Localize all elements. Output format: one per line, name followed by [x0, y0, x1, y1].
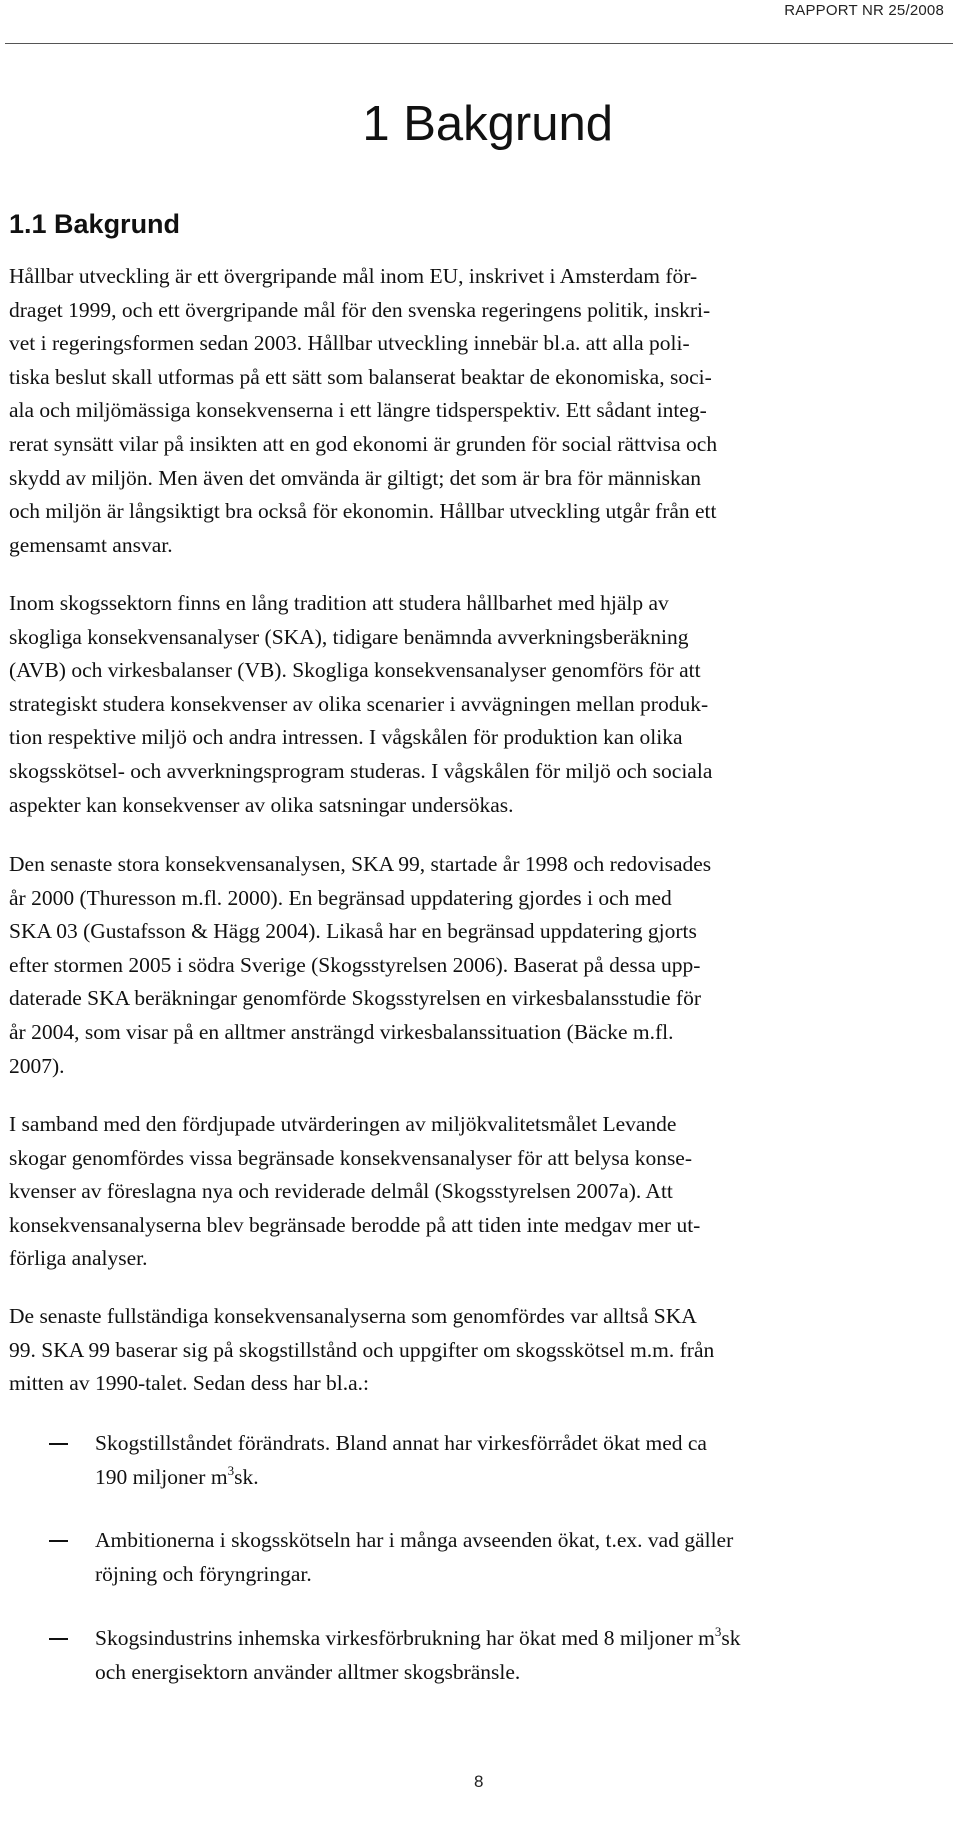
bullet-text — [95, 1524, 733, 1591]
text-line: Ambitionerna i skogsskötseln har i många avseenden ökat, t.ex. vad gäller — [95, 1528, 734, 1552]
text-line: år 2004, som visar på en alltmer ansträngd virkesbalanssituation (Bäcke m.fl. — [9, 1019, 674, 1044]
text-line: skogliga konsekvensanalyser (SKA), tidigare benämnda avverkningsberäkning — [9, 624, 689, 649]
text-line — [95, 1461, 707, 1495]
dash-bullet-icon — [49, 1540, 68, 1542]
text-line: förliga analyser. — [9, 1246, 148, 1271]
text-line: tion respektive miljö och andra intressen. I vågskålen för produktion kan olika — [9, 725, 683, 750]
text-line: SKA 03 (Gustafsson & Hägg 2004). Likaså har en begränsad uppdatering gjorts — [9, 919, 697, 944]
text-line: 2007). — [9, 1053, 65, 1078]
text-line: röjning och föryngringar. — [95, 1561, 312, 1586]
section-heading: 1.1 Bakgrund — [9, 209, 181, 239]
text-line: strategiskt studera konsekvenser av olika scenarier i avvägningen mellan produk- — [9, 691, 709, 716]
text-line: rerat synsätt vilar på insikten att en god ekonomi är grunden för social rättvisa och — [9, 431, 718, 456]
text-line: aspekter kan konsekvenser av olika satsningar undersökas. — [9, 792, 514, 817]
text-line: vet i regeringsformen sedan 2003. Hållbar utveckling innebär bl.a. att alla poli- — [9, 331, 690, 356]
bullet-text — [95, 1622, 740, 1689]
paragraph-sustainable-development — [9, 260, 949, 562]
paragraph-forest-sector — [9, 587, 949, 822]
dash-bullet-icon — [49, 1443, 68, 1445]
text-line: år 2000 (Thuresson m.fl. 2000). En begränsad uppdatering gjordes i och med — [9, 885, 672, 910]
text-line — [95, 1622, 740, 1656]
text-line: De senaste fullständiga konsekvensanalyserna som genomfördes var alltså SKA — [9, 1304, 697, 1328]
text-line: skogsskötsel- och avverkningsprogram studeras. I vågskålen för miljö och sociala — [9, 758, 713, 783]
text-line: 99. SKA 99 baserar sig på skogstillstånd och uppgifter om skogsskötsel m.m. från — [9, 1337, 715, 1362]
text-line: tiska beslut skall utformas på ett sätt som balanserat beaktar de ekonomiska, soci- — [9, 364, 712, 389]
chapter-title: 1 Bakgrund — [362, 97, 613, 151]
text-line: mitten av 1990-talet. Sedan dess har bl.a.: — [9, 1371, 370, 1396]
paragraph-levande-skogar — [9, 1108, 949, 1276]
superscript: 3 — [714, 1624, 722, 1639]
header-divider — [5, 43, 953, 44]
paragraph-ska-99 — [9, 848, 949, 1083]
bullet-text — [95, 1427, 707, 1494]
text-line: Hållbar utveckling är ett övergripande mål inom EU, inskrivet i Amsterdam för- — [9, 264, 698, 288]
text-fragment: sk — [721, 1626, 741, 1650]
text-line: Skogstillståndet förändrats. Bland annat har virkesförrådet ökat med ca — [95, 1431, 707, 1455]
text-fragment: Skogsindustrins inhemska virkesförbrukning har ökat med 8 miljoner m — [95, 1626, 715, 1650]
text-line: skydd av miljön. Men även det omvända är giltigt; det som är bra för människan — [9, 465, 702, 490]
text-line: (AVB) och virkesbalanser (VB). Skogliga konsekvensanalyser genomförs för att — [9, 658, 701, 683]
text-line: konsekvensanalyserna blev begränsade berodde på att tiden inte medgav mer ut- — [9, 1212, 701, 1237]
text-line: och energisektorn använder alltmer skogsbränsle. — [95, 1659, 521, 1684]
text-line: Den senaste stora konsekvensanalysen, SKA 99, startade år 1998 och redovisades — [9, 852, 712, 876]
text-fragment: sk. — [234, 1464, 259, 1489]
superscript: 3 — [227, 1462, 235, 1478]
text-line: draget 1999, och ett övergripande mål för den svenska regeringens politik, inskri- — [9, 297, 711, 322]
text-line: efter stormen 2005 i södra Sverige (Skogsstyrelsen 2006). Baserat på dessa upp- — [9, 952, 701, 977]
page-number: 8 — [474, 1772, 484, 1791]
text-line: Inom skogssektorn finns en lång tradition att studera hållbarhet med hjälp av — [9, 591, 669, 615]
text-line: kvenser av föreslagna nya och reviderade delmål (Skogsstyrelsen 2007a). Att — [9, 1179, 673, 1204]
text-line: skogar genomfördes vissa begränsade konsekvensanalyser för att belysa konse- — [9, 1145, 693, 1170]
text-line: I samband med den fördjupade utvärderingen av miljökvalitetsmålet Levande — [9, 1112, 677, 1136]
text-line: ala och miljömässiga konsekvenserna i ett längre tidsperspektiv. Ett sådant integ- — [9, 398, 707, 423]
text-fragment: 190 miljoner m — [95, 1464, 228, 1489]
text-line: gemensamt ansvar. — [9, 532, 173, 557]
paragraph-latest-analyses — [9, 1300, 949, 1401]
text-line: daterade SKA beräkningar genomförde Skogsstyrelsen en virkesbalansstudie för — [9, 986, 701, 1011]
report-header-label: RAPPORT NR 25/2008 — [784, 2, 944, 19]
text-line: och miljön är långsiktigt bra också för ekonomin. Hållbar utveckling utgår från ett — [9, 499, 717, 524]
dash-bullet-icon — [49, 1638, 68, 1640]
